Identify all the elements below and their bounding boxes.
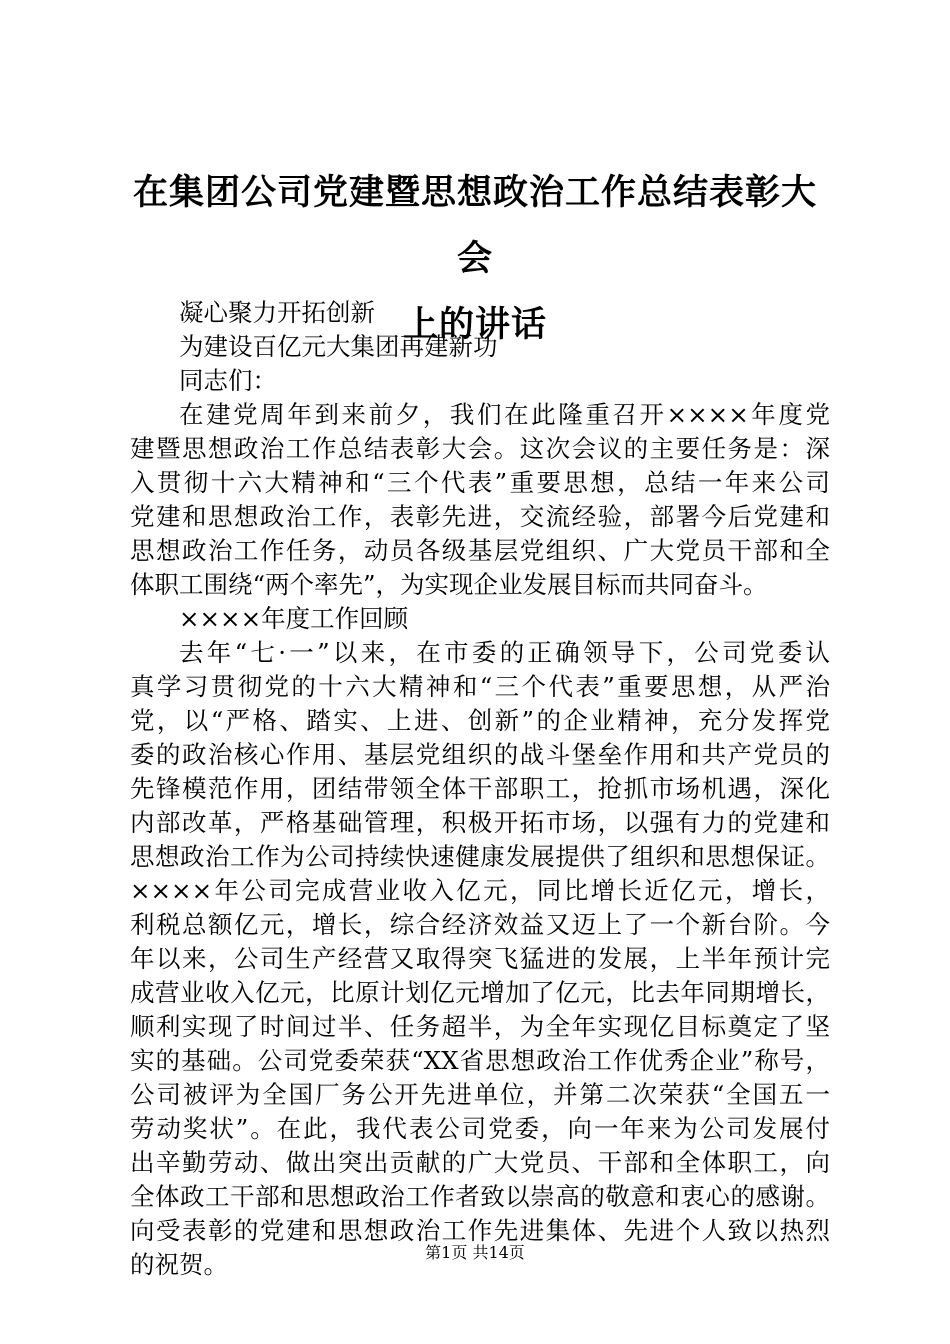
body-text-line: 党建和思想政治工作，表彰先进，交流经验，部署今后党建和: [130, 502, 830, 531]
body-text-line: 出辛勤劳动、做出突出贡献的广大党员、干部和全体职工，向: [130, 1148, 830, 1177]
body-text-line: 顺利实现了时间过半、任务超半，为全年实现亿目标奠定了坚: [130, 1012, 830, 1041]
document-body: [130, 296, 830, 1282]
body-text-line: 的祝贺。: [130, 1250, 228, 1279]
body-text-line: 全体政工干部和思想政治工作者致以崇高的敬意和衷心的感谢。: [130, 1182, 830, 1211]
body-text-line: 为建设百亿元大集团再建新功: [179, 332, 498, 361]
body-text-line: 在建党周年到来前夕，我们在此隆重召开××××年度党: [179, 400, 830, 429]
body-text-line: 先锋模范作用，团结带领全体干部职工，抢抓市场机遇，深化: [130, 774, 830, 803]
body-text-line: 党，以“严格、踏实、上进、创新”的企业精神，充分发挥党: [130, 706, 830, 735]
body-text-line: 实的基础。公司党委荣获“XX省思想政治工作优秀企业”称号，: [130, 1046, 830, 1075]
body-text-line: 真学习贯彻党的十六大精神和“三个代表”重要思想，从严治: [130, 672, 830, 701]
body-text-line: 年以来，公司生产经营又取得突飞猛进的发展，上半年预计完: [130, 944, 830, 973]
body-text-line: 公司被评为全国厂务公开先进单位，并第二次荣获“全国五一: [130, 1080, 830, 1109]
body-text-line: 委的政治核心作用、基层党组织的战斗堡垒作用和共产党员的: [130, 740, 830, 769]
body-text-line: 劳动奖状”。在此，我代表公司党委，向一年来为公司发展付: [130, 1114, 830, 1143]
body-text-line: 思想政治工作为公司持续快速健康发展提供了组织和思想保证。: [130, 842, 830, 871]
body-text-line: 建暨思想政治工作总结表彰大会。这次会议的主要任务是：深: [130, 434, 830, 463]
body-text-line: 利税总额亿元，增长，综合经济效益又迈上了一个新台阶。今: [130, 910, 830, 939]
body-text-line: ××××年度工作回顾: [179, 604, 409, 633]
body-text-line: 思想政治工作任务，动员各级基层党组织、广大党员干部和全: [130, 536, 830, 565]
body-text-line: 入贯彻十六大精神和“三个代表”重要思想，总结一年来公司: [130, 468, 830, 497]
body-text-line: 成营业收入亿元，比原计划亿元增加了亿元，比去年同期增长，: [130, 978, 830, 1007]
body-text-line: 凝心聚力开拓创新: [179, 298, 375, 327]
body-text-line: 内部改革，严格基础管理，积极开拓市场，以强有力的党建和: [130, 808, 830, 837]
body-text-line: 同志们：: [179, 366, 277, 395]
body-text-line: 去年“七·一”以来，在市委的正确领导下，公司党委认: [179, 638, 830, 667]
body-text-line: 向受表彰的党建和思想政治工作先进集体、先进个人致以热烈: [130, 1216, 830, 1245]
title-line-1: 在集团公司党建暨思想政治工作总结表彰大会: [132, 173, 817, 279]
page-number-footer: 第1页 共14页: [425, 1243, 525, 1262]
title-line-2: 上的讲话: [402, 305, 547, 345]
body-text-line: ××××年公司完成营业收入亿元，同比增长近亿元，增长，: [130, 876, 830, 905]
body-text-line: 体职工围绕“两个率先”，为实现企业发展目标而共同奋斗。: [130, 570, 768, 599]
